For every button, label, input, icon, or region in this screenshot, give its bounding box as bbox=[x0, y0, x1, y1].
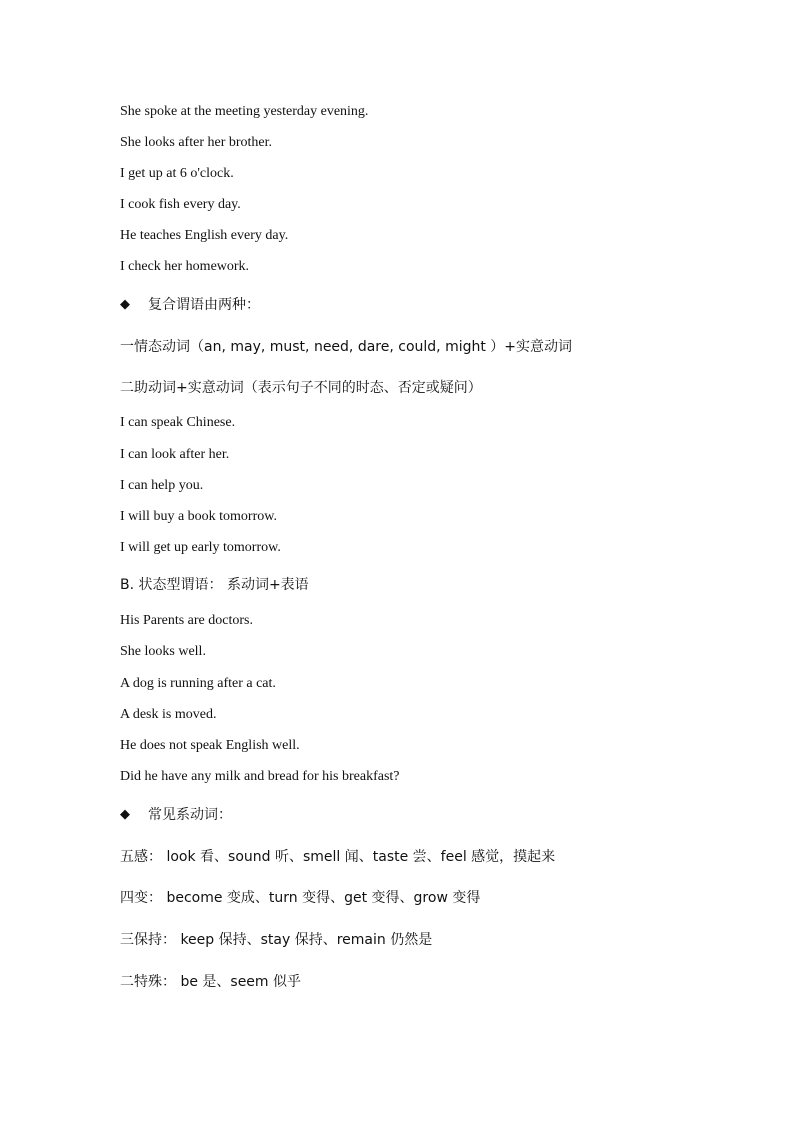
example-sentence: A dog is running after a cat. bbox=[120, 676, 276, 691]
example-sentence: A desk is moved. bbox=[120, 707, 217, 722]
linking-verbs-five-senses: 五感： look 看、sound 听、smell 闻、taste 尝、feel 感觉，摸起来 bbox=[120, 849, 556, 865]
example-sentence: She looks after her brother. bbox=[120, 135, 273, 150]
example-sentence: Did he have any milk and bread for his breakfast? bbox=[120, 769, 400, 784]
linking-verbs-two-special: 二特殊： be 是、seem 似乎 bbox=[120, 974, 302, 990]
example-sentence: She looks well. bbox=[120, 644, 206, 659]
example-sentence: He teaches English every day. bbox=[120, 228, 289, 243]
example-sentence: I check her homework. bbox=[120, 259, 250, 274]
compound-type-auxiliary: 二助动词+实意动词（表示句子不同的时态、否定或疑问） bbox=[120, 380, 482, 396]
example-sentence: I will buy a book tomorrow. bbox=[120, 509, 277, 524]
linking-verbs-three-keep: 三保持： keep 保持、stay 保持、remain 仍然是 bbox=[120, 932, 433, 948]
linking-verbs-four-changes: 四变： become 变成、turn 变得、get 变得、grow 变得 bbox=[120, 890, 481, 906]
example-sentence: I cook fish every day. bbox=[120, 197, 241, 212]
diamond-bullet-icon: ◆ bbox=[120, 297, 130, 312]
diamond-bullet-icon: ◆ bbox=[120, 807, 130, 822]
section-heading-linking-verbs: 常见系动词： bbox=[148, 807, 232, 823]
example-sentence: I will get up early tomorrow. bbox=[120, 540, 281, 555]
example-sentence: I get up at 6 o'clock. bbox=[120, 166, 234, 181]
example-sentence: She spoke at the meeting yesterday evening. bbox=[120, 104, 369, 119]
example-sentence: I can help you. bbox=[120, 478, 204, 493]
example-sentence: He does not speak English well. bbox=[120, 738, 300, 753]
example-sentence: His Parents are doctors. bbox=[120, 613, 253, 628]
compound-type-modal: 一情态动词（an, may, must, need, dare, could, might ）+实意动词 bbox=[120, 339, 573, 355]
example-sentence: I can speak Chinese. bbox=[120, 415, 236, 430]
example-sentence: I can look after her. bbox=[120, 447, 230, 462]
section-heading-state: B. 状态型谓语： 系动词+表语 bbox=[120, 577, 309, 593]
section-heading-compound: 复合谓语由两种： bbox=[148, 297, 260, 313]
